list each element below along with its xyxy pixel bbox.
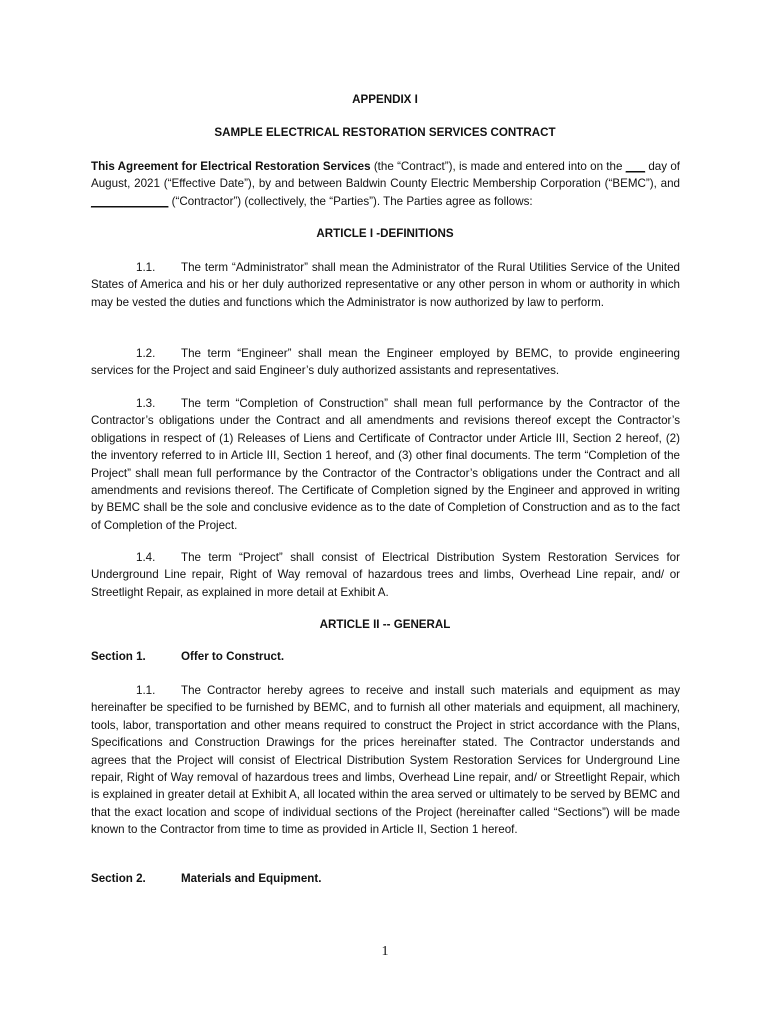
section-title: Offer to Construct. [181,650,285,663]
paragraph-number: 1.1. [136,684,156,697]
section-label: Section 1. [91,650,146,663]
definition-number: 1.3. [136,397,156,410]
section-1-heading [91,650,284,663]
intro-blank-day: ___ [625,160,646,173]
definition-text: The term “Administrator” shall mean the Administrator of the Rural Utilities Service of the United States of America and his or her duly authorized representative or any other person in whom or authority in which may be vested the duties and functions which the Administrator is now authorized by law to perform. [91,261,680,309]
contract-title: SAMPLE ELECTRICAL RESTORATION SERVICES CONTRACT [214,126,556,139]
definition-1-3 [91,395,680,534]
intro-paragraph [91,158,680,210]
section-label: Section 2. [91,872,146,885]
definition-number: 1.2. [136,347,156,360]
appendix-title: APPENDIX I [352,93,418,106]
page-number: 1 [381,944,389,959]
definition-number: 1.4. [136,551,156,564]
article-2-heading: ARTICLE II -- GENERAL [319,618,451,631]
intro-bold-lead: This Agreement for Electrical Restoration Services [91,160,371,173]
definition-number: 1.1. [136,261,156,274]
section-2-heading [91,872,321,885]
section-title: Materials and Equipment. [181,872,322,885]
article-1-heading: ARTICLE I -DEFINITIONS [316,227,454,240]
definition-1-4 [91,549,680,601]
intro-text-1: (the “Contract”), is made and entered into on the [370,160,626,173]
definition-text: The term “Completion of Construction” shall mean full performance by the Contractor of the Contractor’s obligations under the Contract and all amendments and revisions thereof except the Contractor’s obligations in respect of (1) Releases of Liens and Certificate of Contractor under Article III, Section 2 hereof, (2) the inventory referred to in Article III, Section 1 hereof, and (3) other final documents. The term “Completion of the Project” shall mean full performance by the Contractor of the Contractor’s obligations under the Contract and all amendments and revisions thereof. The Certificate of Completion signed by the Engineer and approved in writing by BEMC shall be the sole and conclusive evidence as to the date of Completion of Construction and as to the fact of Completion of the Project. [91,397,680,532]
definition-text: The term “Engineer” shall mean the Engineer employed by BEMC, to provide engineering services for the Project and said Engineer’s duly authorized assistants and representatives. [91,347,680,378]
intro-blank-contractor: ____________ [91,194,169,208]
definition-1-2 [91,345,680,380]
intro-text-2: day of August, 2021 (“Effective Date”), by and between Baldwin County Electric Membership Corporation (“BEMC”), and [91,160,680,191]
definition-text: The term “Project” shall consist of Electrical Distribution System Restoration Services for Underground Line repair, Right of Way removal of hazardous trees and limbs, Overhead Line repair, and/ or Streetlight Repair, as explained in more detail at Exhibit A. [91,551,680,599]
paragraph-text: The Contractor hereby agrees to receive and install such materials and equipment as may hereinafter be specified to be furnished by BEMC, and to furnish all other materials and equipment, all machinery, tools, labor, transportation and other means required to construct the Project in strict accordance with the Plans, Specifications and Construction Drawings for the prices hereinafter stated. The Contractor understands and agrees that the Project will consist of Electrical Distribution System Restoration Services for Underground Line repair, Right of Way removal of hazardous trees and limbs, Overhead Line repair, and/ or Streetlight Repair, which is explained in greater detail at Exhibit A, all located within the area served or ultimately to be served by BEMC and that the exact location and scope of individual sections of the Project (hereinafter called “Sections”) will be made known to the Contractor from time to time as provided in Article II, Section 1 hereof. [91,684,680,837]
intro-text-3: (“Contractor”) (collectively, the “Parties”). The Parties agree as follows: [168,194,533,208]
definition-1-1 [91,259,680,311]
section-1-paragraph-1-1 [91,682,680,839]
